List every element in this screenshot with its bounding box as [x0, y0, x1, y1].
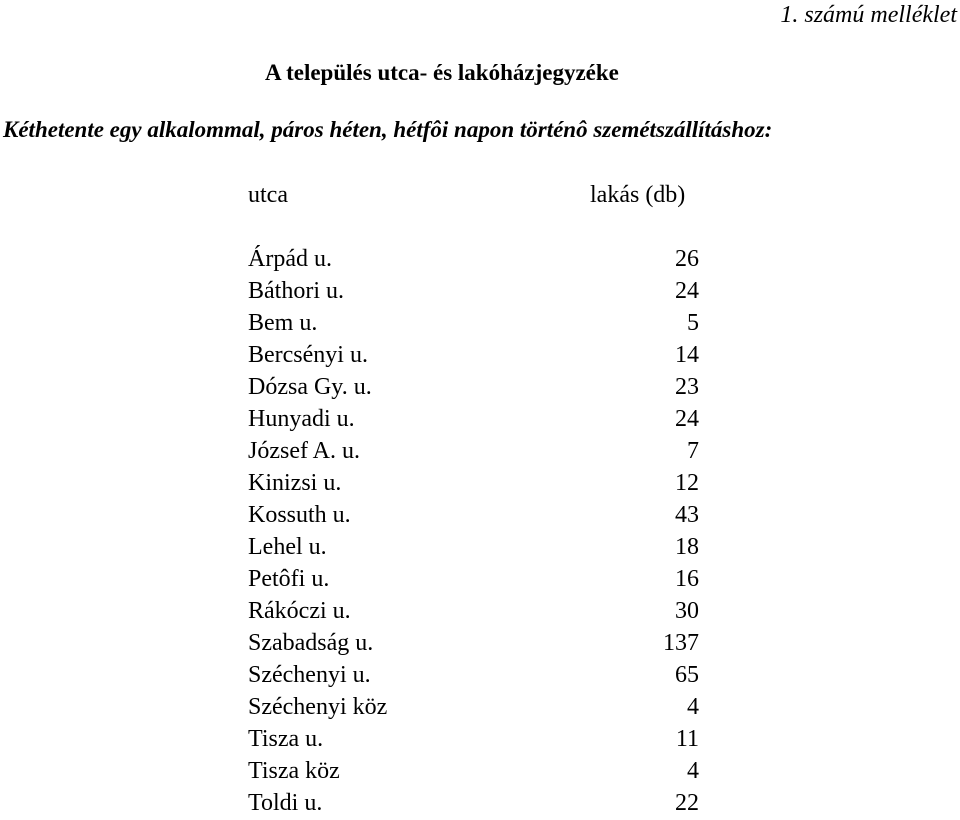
- street-name: Kinizsi u.: [248, 470, 342, 496]
- street-name: Lehel u.: [248, 534, 327, 560]
- apartment-count: 5: [687, 310, 699, 336]
- apartment-count: 7: [687, 438, 699, 464]
- street-name: Kossuth u.: [248, 502, 351, 528]
- street-column-header: utca: [248, 182, 288, 208]
- street-name: Báthori u.: [248, 278, 344, 304]
- street-name: József A. u.: [248, 438, 360, 464]
- street-table: [248, 244, 699, 820]
- apartment-count: 4: [687, 694, 699, 720]
- apartment-count: 23: [675, 374, 699, 400]
- street-name: Széchenyi u.: [248, 662, 371, 688]
- apartment-count: 14: [675, 342, 699, 368]
- table-row: [248, 500, 699, 532]
- table-row: [248, 308, 699, 340]
- table-row: [248, 660, 699, 692]
- table-row: [248, 468, 699, 500]
- street-name: Szabadság u.: [248, 630, 374, 656]
- apartment-count: 26: [675, 246, 699, 272]
- table-row: [248, 404, 699, 436]
- street-name: Bem u.: [248, 310, 318, 336]
- table-row: [248, 564, 699, 596]
- apartment-count: 24: [675, 406, 699, 432]
- street-name: Bercsényi u.: [248, 342, 368, 368]
- apartment-count: 24: [675, 278, 699, 304]
- apartment-count: 18: [675, 534, 699, 560]
- street-name: Hunyadi u.: [248, 406, 355, 432]
- document-subtitle: Kéthetente egy alkalommal, páros héten, hétfôi napon történô szemétszállításhoz:: [3, 117, 773, 142]
- table-row: [248, 340, 699, 372]
- apartment-count: 137: [663, 630, 699, 656]
- apartment-count: 22: [675, 790, 699, 816]
- street-name: Tisza köz: [248, 758, 340, 784]
- street-name: Dózsa Gy. u.: [248, 374, 372, 400]
- table-row: [248, 692, 699, 724]
- street-name: Toldi u.: [248, 790, 323, 816]
- apartment-count: 43: [675, 502, 699, 528]
- table-row: [248, 724, 699, 756]
- apartment-count: 4: [687, 758, 699, 784]
- table-row: [248, 628, 699, 660]
- apartment-count: 30: [675, 598, 699, 624]
- annex-label: 1. számú melléklet: [780, 2, 957, 28]
- table-row: [248, 436, 699, 468]
- table-row: [248, 276, 699, 308]
- apartment-count: 16: [675, 566, 699, 592]
- table-row: [248, 244, 699, 276]
- table-row: [248, 788, 699, 820]
- apartment-count: 11: [675, 726, 699, 752]
- table-row: [248, 756, 699, 788]
- street-name: Rákóczi u.: [248, 598, 351, 624]
- street-name: Tisza u.: [248, 726, 324, 752]
- table-row: [248, 532, 699, 564]
- document-title: A település utca- és lakóházjegyzéke: [265, 60, 619, 85]
- table-row: [248, 596, 699, 628]
- apartment-count: 12: [675, 470, 699, 496]
- street-name: Árpád u.: [248, 246, 332, 272]
- apartment-count-column-header: lakás (db): [590, 182, 686, 208]
- street-name: Széchenyi köz: [248, 694, 388, 720]
- table-row: [248, 372, 699, 404]
- apartment-count: 65: [675, 662, 699, 688]
- street-name: Petôfi u.: [248, 566, 330, 592]
